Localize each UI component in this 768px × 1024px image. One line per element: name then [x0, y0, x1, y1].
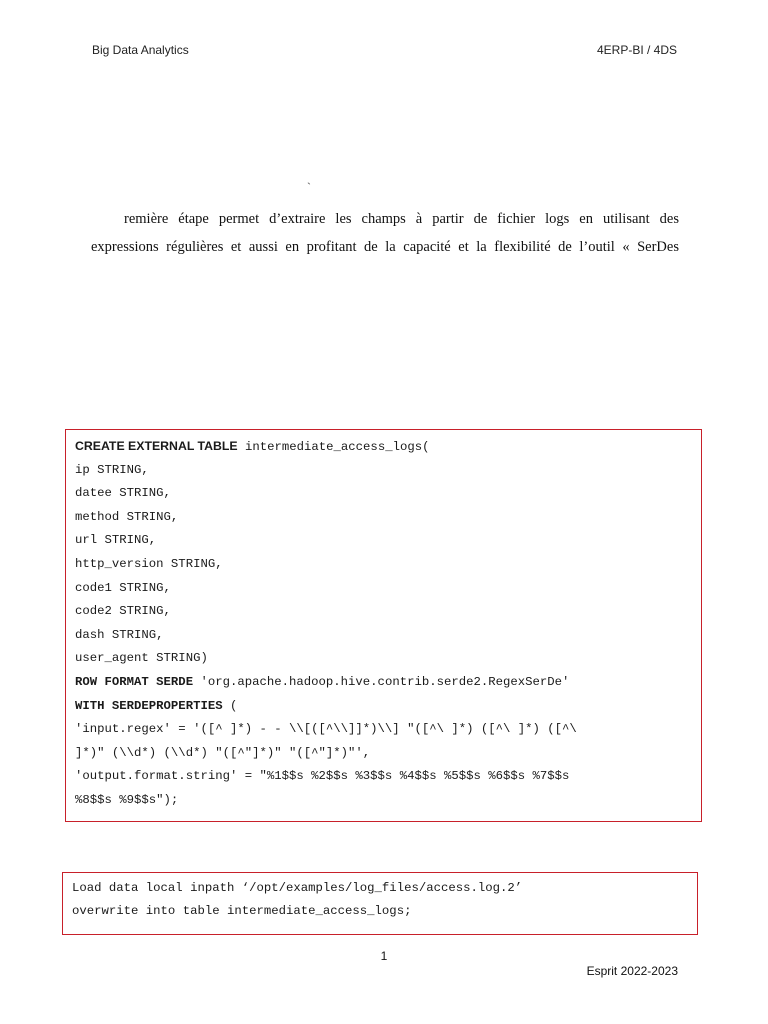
- code-line: url STRING,: [75, 533, 157, 548]
- stray-mark: `: [307, 180, 311, 194]
- code-line: method STRING,: [75, 509, 179, 524]
- code-line: overwrite into table intermediate_access_logs;: [72, 904, 412, 918]
- code-text: intermediate_access_logs(: [237, 440, 430, 454]
- code-line: [75, 435, 692, 459]
- intro-paragraph: [91, 205, 679, 261]
- code-line: user_agent STRING): [75, 651, 208, 666]
- code-line: dash STRING,: [75, 627, 164, 642]
- page-number: 1: [380, 949, 388, 963]
- code-line: http_version STRING,: [75, 556, 223, 571]
- code-text: (: [222, 698, 238, 713]
- paragraph-line-2: expressions régulières et aussi en profitant de la capacité et la flexibilité de l’outil « SerDes: [91, 239, 679, 255]
- code-line: datee STRING,: [75, 486, 171, 501]
- code-line: %8$$s %9$$s");: [75, 792, 179, 807]
- header-left-title: Big Data Analytics: [92, 43, 189, 57]
- code-line: code1 STRING,: [75, 580, 171, 595]
- code-line: [75, 671, 692, 695]
- code-keyword: ROW FORMAT SERDE: [75, 674, 194, 689]
- create-table-code-block: [65, 429, 702, 822]
- code-text: 'org.apache.hadoop.hive.contrib.serde2.RegexSerDe': [193, 674, 570, 689]
- code-line: [75, 695, 692, 719]
- code-line: ]*)" (\\d*) (\\d*) "([^"]*)" "([^"]*)"',: [75, 745, 371, 760]
- header-right-course: 4ERP-BI / 4DS: [596, 43, 677, 57]
- load-data-code-block: [62, 872, 698, 935]
- footer-institution: Esprit 2022-2023: [586, 964, 678, 978]
- code-keyword: CREATE EXTERNAL TABLE: [75, 439, 238, 453]
- code-keyword: WITH SERDEPROPERTIES: [75, 698, 223, 713]
- code-line: code2 STRING,: [75, 604, 171, 619]
- code-line: Load data local inpath ‘/opt/examples/log_files/access.log.2’: [72, 881, 523, 895]
- code-line: 'input.regex' = '([^ ]*) - - \\[([^\\]]*)\\] "([^\ ]*) ([^\ ]*) ([^\: [75, 722, 577, 737]
- code-line: 'output.format.string' = "%1$$s %2$$s %3$$s %4$$s %5$$s %6$$s %7$$s: [75, 769, 570, 784]
- paragraph-line-1: remière étape permet d’extraire les champs à partir de fichier logs en utilisant des: [124, 211, 679, 227]
- code-line: ip STRING,: [75, 462, 149, 477]
